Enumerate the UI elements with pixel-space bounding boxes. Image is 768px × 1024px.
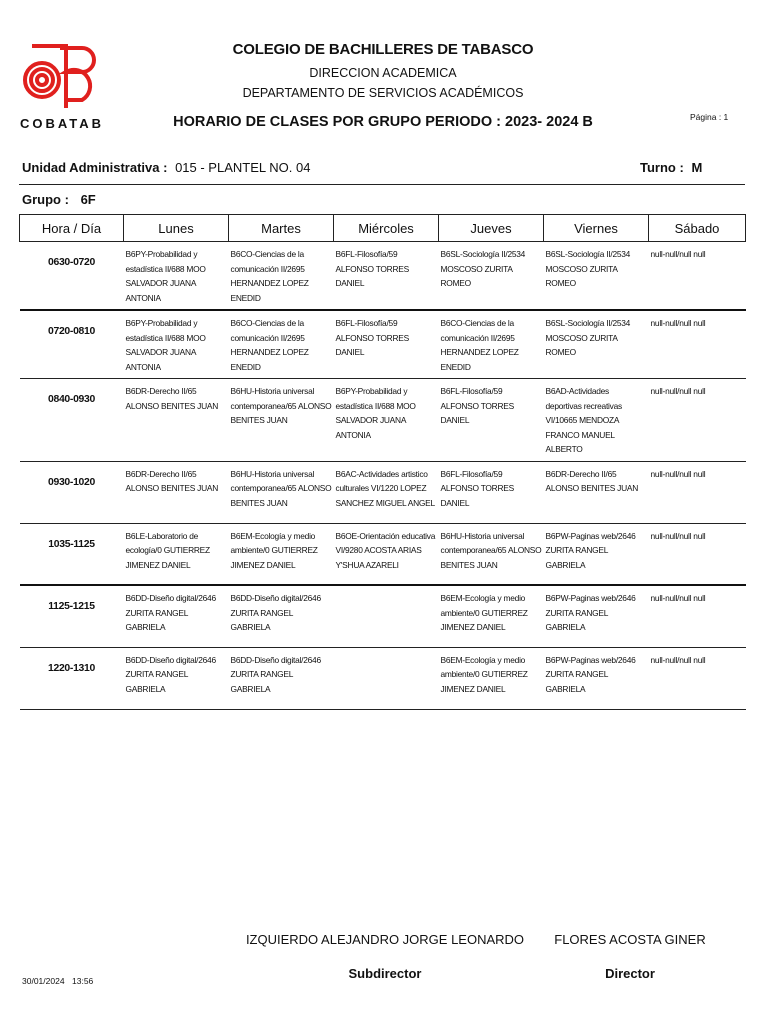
unidad-administrativa bbox=[22, 160, 310, 175]
grupo-value: 6F bbox=[80, 192, 96, 207]
hour-cell: 0720-0810 bbox=[20, 310, 124, 379]
col-header-viernes: Viernes bbox=[544, 215, 649, 242]
class-cell: B6PY-Probabilidad y estadística II/688 MOO SALVADOR JUANA ANTONIA bbox=[334, 379, 439, 462]
hour-cell: 1035-1125 bbox=[20, 523, 124, 585]
class-cell: B6DR-Derecho II/65 ALONSO BENITES JUAN bbox=[544, 461, 649, 523]
class-cell bbox=[334, 585, 439, 647]
print-time: 13:56 bbox=[72, 976, 94, 986]
class-cell: B6EM-Ecología y medio ambiente/0 GUTIERREZ JIMENEZ DANIEL bbox=[229, 523, 334, 585]
col-header-lunes: Lunes bbox=[124, 215, 229, 242]
hour-cell: 0630-0720 bbox=[20, 242, 124, 311]
class-cell bbox=[334, 647, 439, 709]
class-cell: null-null/null null bbox=[649, 379, 746, 462]
page-number: Página : 1 bbox=[690, 112, 729, 122]
divider bbox=[19, 184, 745, 185]
class-cell: B6CO-Ciencias de la comunicación II/2695 HERNANDEZ LOPEZ ENEDID bbox=[229, 310, 334, 379]
class-cell: B6EM-Ecología y medio ambiente/0 GUTIERREZ JIMENEZ DANIEL bbox=[439, 585, 544, 647]
report-title: HORARIO DE CLASES POR GRUPO PERIODO : 2023- 2024 B bbox=[173, 114, 593, 130]
table-row bbox=[20, 379, 746, 462]
table-row bbox=[20, 242, 746, 311]
schedule-header-row bbox=[20, 215, 746, 242]
schedule-table bbox=[19, 214, 746, 710]
col-header-miercoles: Miércoles bbox=[334, 215, 439, 242]
class-cell: B6DD-Diseño digital/2646 ZURITA RANGEL GABRIELA bbox=[229, 647, 334, 709]
subdirector-title: Subdirector bbox=[348, 966, 422, 981]
class-cell: B6SL-Sociología II/2534 MOSCOSO ZURITA ROMEO bbox=[544, 310, 649, 379]
class-cell: B6FL-Filosofía/59 ALFONSO TORRES DANIEL bbox=[439, 379, 544, 462]
class-cell: B6FL-Filosofía/59 ALFONSO TORRES DANIEL bbox=[334, 310, 439, 379]
class-cell: B6HU-Historia universal contemporanea/65 ALONSO BENITES JUAN bbox=[229, 379, 334, 462]
turno bbox=[640, 160, 702, 175]
class-cell: B6DD-Diseño digital/2646 ZURITA RANGEL GABRIELA bbox=[124, 647, 229, 709]
class-cell: null-null/null null bbox=[649, 461, 746, 523]
class-cell: B6DR-Derecho II/65 ALONSO BENITES JUAN bbox=[124, 461, 229, 523]
col-header-sabado: Sábado bbox=[649, 215, 746, 242]
class-cell: B6PY-Probabilidad y estadística II/688 MOO SALVADOR JUANA ANTONIA bbox=[124, 310, 229, 379]
class-cell: B6HU-Historia universal contemporanea/65 ALONSO BENITES JUAN bbox=[229, 461, 334, 523]
hour-cell: 0930-1020 bbox=[20, 461, 124, 523]
hour-cell: 0840-0930 bbox=[20, 379, 124, 462]
grupo-label: Grupo : bbox=[22, 192, 69, 207]
hour-cell: 1125-1215 bbox=[20, 585, 124, 647]
col-header-jueves: Jueves bbox=[439, 215, 544, 242]
direction-title: DIRECCION ACADEMICA bbox=[309, 66, 457, 80]
class-cell: B6PW-Paginas web/2646 ZURITA RANGEL GABRIELA bbox=[544, 523, 649, 585]
director-name: FLORES ACOSTA GINER bbox=[554, 932, 706, 947]
class-cell: B6FL-Filosofía/59 ALFONSO TORRES DANIEL bbox=[334, 242, 439, 311]
hour-cell: 1220-1310 bbox=[20, 647, 124, 709]
logo-text: COBATAB bbox=[20, 116, 105, 131]
class-cell: B6CO-Ciencias de la comunicación II/2695 HERNANDEZ LOPEZ ENEDID bbox=[229, 242, 334, 311]
class-cell: B6EM-Ecología y medio ambiente/0 GUTIERREZ JIMENEZ DANIEL bbox=[439, 647, 544, 709]
class-cell: B6OE-Orientación educativa VI/9280 ACOSTA ARIAS Y'SHUA AZARELI bbox=[334, 523, 439, 585]
subdirector-name: IZQUIERDO ALEJANDRO JORGE LEONARDO bbox=[245, 932, 525, 947]
class-cell: B6DD-Diseño digital/2646 ZURITA RANGEL GABRIELA bbox=[124, 585, 229, 647]
turno-label: Turno : bbox=[640, 160, 684, 175]
table-row bbox=[20, 523, 746, 585]
class-cell: B6FL-Filosofía/59 ALFONSO TORRES DANIEL bbox=[439, 461, 544, 523]
class-cell: B6AC-Actividades artistico culturales VI/1220 LOPEZ SANCHEZ MIGUEL ANGEL bbox=[334, 461, 439, 523]
class-cell: B6DR-Derecho II/65 ALONSO BENITES JUAN bbox=[124, 379, 229, 462]
class-cell: null-null/null null bbox=[649, 242, 746, 311]
class-cell: B6PY-Probabilidad y estadística II/688 MOO SALVADOR JUANA ANTONIA bbox=[124, 242, 229, 311]
class-cell: B6HU-Historia universal contemporanea/65 ALONSO BENITES JUAN bbox=[439, 523, 544, 585]
unidad-label: Unidad Administrativa : bbox=[22, 160, 168, 175]
institution-title: COLEGIO DE BACHILLERES DE TABASCO bbox=[232, 41, 534, 58]
cobatab-logo-icon bbox=[20, 40, 96, 116]
col-header-hora: Hora / Día bbox=[20, 215, 124, 242]
turno-value: M bbox=[691, 160, 703, 175]
class-cell: B6CO-Ciencias de la comunicación II/2695 HERNANDEZ LOPEZ ENEDID bbox=[439, 310, 544, 379]
class-cell: B6DD-Diseño digital/2646 ZURITA RANGEL GABRIELA bbox=[229, 585, 334, 647]
print-date: 30/01/2024 bbox=[22, 976, 65, 986]
class-cell: B6SL-Sociología II/2534 MOSCOSO ZURITA ROMEO bbox=[544, 242, 649, 311]
class-cell: B6AD-Actividades deportivas recreativas VI/10665 MENDOZA FRANCO MANUEL ALBERTO bbox=[544, 379, 649, 462]
department-title: DEPARTAMENTO DE SERVICIOS ACADÉMICOS bbox=[242, 86, 524, 100]
class-cell: null-null/null null bbox=[649, 647, 746, 709]
col-header-martes: Martes bbox=[229, 215, 334, 242]
class-cell: B6SL-Sociología II/2534 MOSCOSO ZURITA ROMEO bbox=[439, 242, 544, 311]
unidad-value: 015 - PLANTEL NO. 04 bbox=[175, 160, 311, 175]
table-row bbox=[20, 647, 746, 709]
grupo bbox=[22, 192, 96, 207]
table-row bbox=[20, 585, 746, 647]
director-title: Director bbox=[605, 966, 655, 981]
class-cell: B6PW-Paginas web/2646 ZURITA RANGEL GABRIELA bbox=[544, 585, 649, 647]
table-row bbox=[20, 461, 746, 523]
class-cell: null-null/null null bbox=[649, 310, 746, 379]
class-cell: B6PW-Paginas web/2646 ZURITA RANGEL GABRIELA bbox=[544, 647, 649, 709]
class-cell: null-null/null null bbox=[649, 523, 746, 585]
class-cell: null-null/null null bbox=[649, 585, 746, 647]
class-cell: B6LE-Laboratorio de ecología/0 GUTIERREZ JIMENEZ DANIEL bbox=[124, 523, 229, 585]
table-row bbox=[20, 310, 746, 379]
